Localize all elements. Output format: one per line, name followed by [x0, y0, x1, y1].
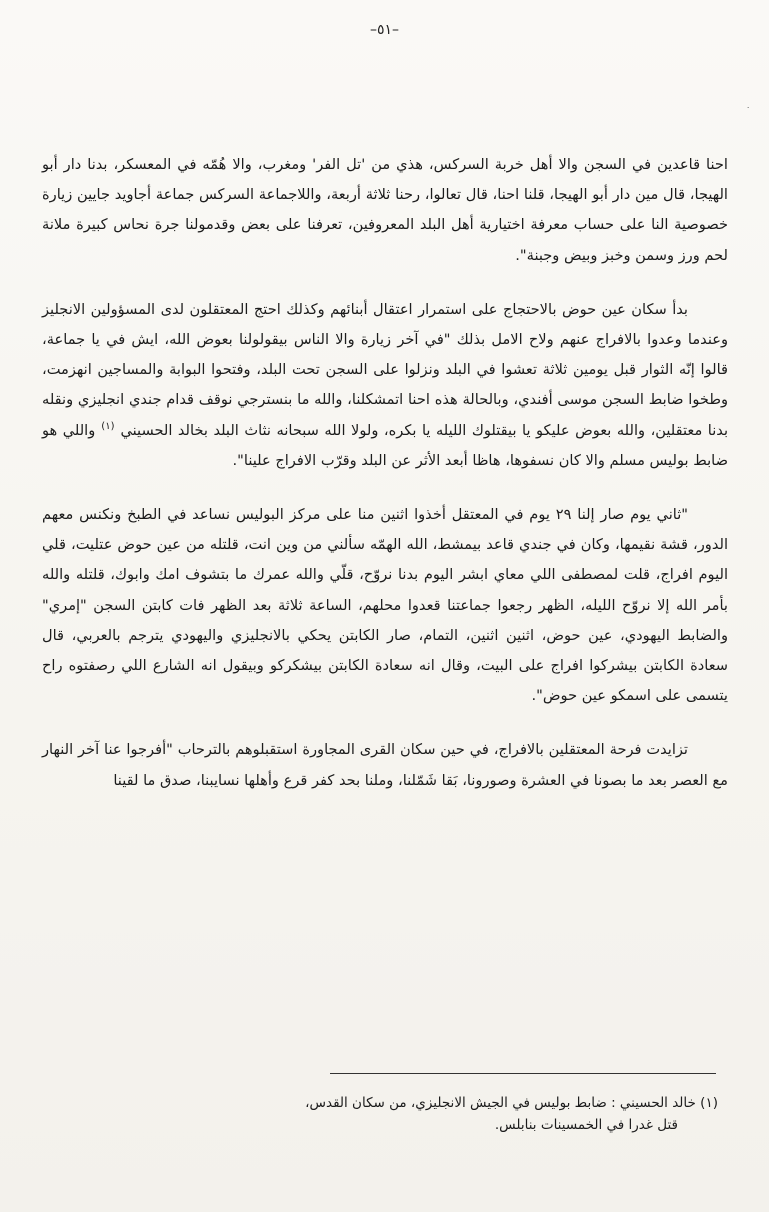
footnote-divider — [330, 1073, 716, 1074]
footnote — [200, 1092, 718, 1136]
footnote-line-1: (١) خالد الحسيني : ضابط بوليس في الجيش الانجليزي، من سكان القدس، — [305, 1095, 718, 1111]
paragraph-2-part-2: واللي هو ضابط بوليس مسلم والا كان نسفوها، هاظا أبعد الأثر عن البلد وقرّب الافراج علينا". — [42, 421, 728, 469]
page-number: –٥١– — [369, 22, 400, 38]
paragraph-1: احنا قاعدين في السجن والا أهل خربة السركس، هذي من 'تل الفر' ومغرب، والا هُمّه في المعسكر، بدنا دار أبو الهيجا، قال مين دار أبو الهيجا، قلنا احنا، قال تعالوا، رحنا ثلاثة أربعة، واللاجماعة السركس جماعة أجاويد جايين زيارة خصوصية النا على حساب معرفة اختيارية أهل البلد المعروفين، تعرفنا على بعض وقدمولنا جرة نحاس كبيرة ملانة لحم ورز وسمن وخبز وبيض وجبنة". — [42, 156, 728, 264]
paragraph-2-part-1: بدأ سكان عين حوض بالاحتجاج على استمرار اعتقال أبنائهم وكذلك احتج المعتقلون لدى المسؤولين الانجليز وعندما وعدوا بالافراج عنهم ولاح الامل بذلك "في آخر زيارة والا الناس بيقولولنا بعوض الله، ايش في يا جماعة، قالوا إنّه الثوار قبل يومين ثلاثة تعشوا في البلد ونزلوا على السجن تحت البلد، وفتحوا البوابة والمساجين انهزمت، وطخوا ضابط السجن موسى أفندي، وبالحالة هذه احنا اتمشكلنا، والله ما بنسترجي نوقف قدام جندي انجليزي ونقله بدنا معتقلين، والله بعوض عليكو يا بيقتلوك الليله يا بكره، ولولا الله سبحانه نثاث البلد بخالد الحسيني — [42, 300, 728, 439]
scan-speck: ٠ — [746, 103, 751, 112]
footnote-reference: (١) — [101, 420, 115, 432]
paragraph-3: "ثاني يوم صار إلنا ٢٩ يوم في المعتقل أخذوا اثنين منا على مركز البوليس نساعد في الطبخ ونكنس معهم الدور، قشة نقيمها، وكان في جندي قاعد بيمشط، الله الهمّه سألني من وين انت، قلتله من عين حوض عتليت، قلي اليوم افراج، قلت لمصطفى اللي معاي ابشر اليوم بدنا نروّح، قلّي والله عمرك ما بتشوف امك وابوك، قلتله والله بأمر الله إلا نروّح الليله، الظهر رجعوا جماعتنا قعدوا محلهم، الساعة ثلاثة بعد الظهر فات كابتن السجن "إمري" والضابط اليهودي، عين حوض، اثنين اثنين، التمام، صار الكابتن يحكي بالانجليزي واليهودي يترجم بالعربي، قال سعادة الكابتن بيشركوا افراج على البيت، وقال انه سعادة الكابتن بيشكركو وبيقول انه الشارع اللي رصفتوه راح يتسمى على اسمكو عين حوض". — [42, 506, 728, 705]
paragraph-2 — [42, 295, 728, 476]
body-text — [42, 150, 728, 820]
footnote-line-2: قتل غدرا في الخمسينات بنابلس. — [494, 1117, 678, 1133]
paragraph-4: تزايدت فرحة المعتقلين بالافراج، في حين سكان القرى المجاورة استقبلوهم بالترحاب "أفرجوا عنا آخر النهار مع العصر بعد ما بصونا في العشرة وصورونا، بَقا شَمّلنا، وملنا بحد كفر قرع وأهلها نسايبنا، صدق ما لقينا — [42, 741, 728, 789]
